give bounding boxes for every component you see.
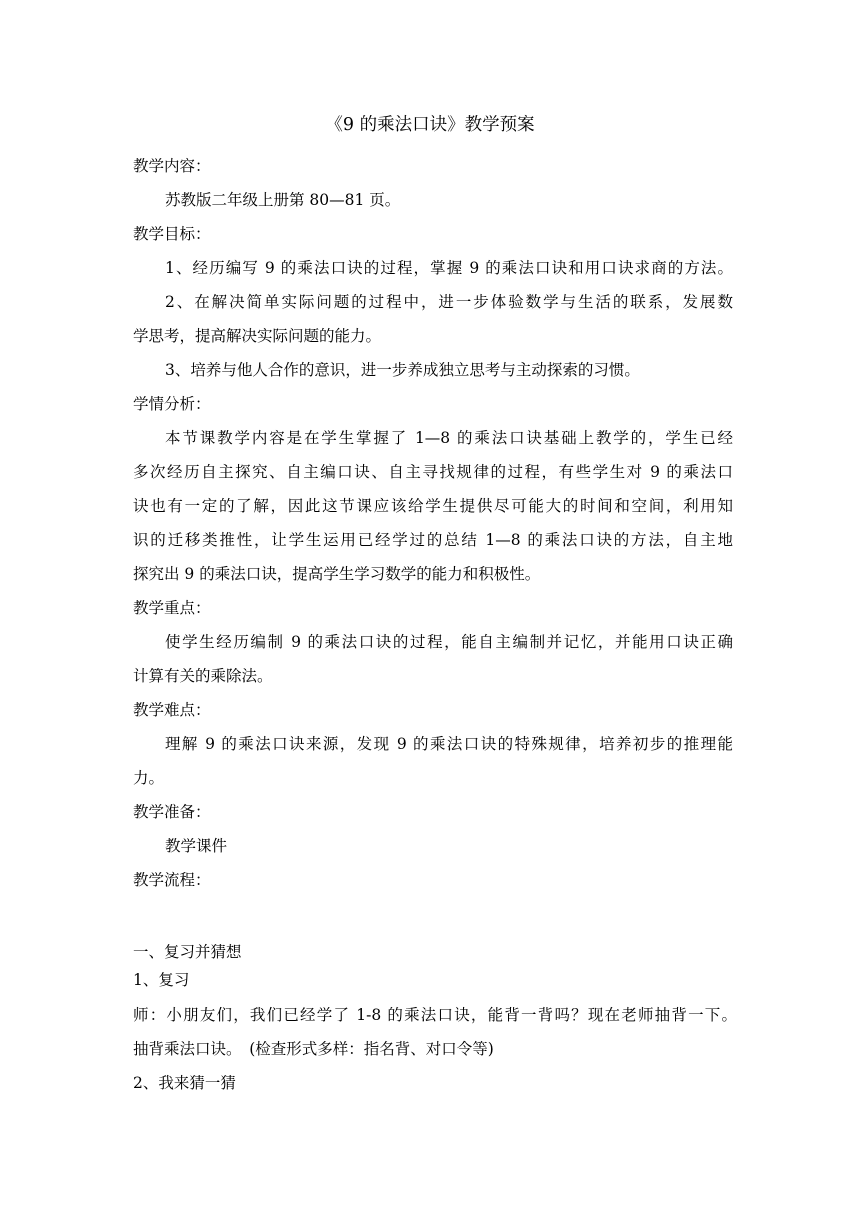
paragraph-line: 诀也有一定的了解，因此这节课应该给学生提供尽可能大的时间和空间，利用知 (133, 497, 733, 515)
paragraph-line: 本节课教学内容是在学生掌握了 1—8 的乘法口诀基础上教学的，学生已经 (165, 429, 733, 447)
paragraph-line: 教学课件 (165, 837, 228, 855)
heading-analysis: 学情分析： (133, 395, 211, 413)
paragraph-line: 力。 (133, 769, 165, 787)
paragraph-line: 使学生经历编制 9 的乘法口诀的过程，能自主编制并记忆，并能用口诀正确 (165, 633, 733, 651)
document-title: 《9 的乘法口诀》教学预案 (325, 115, 535, 135)
paragraph-line: 多次经历自主探究、自主编口诀、自主寻找规律的过程，有些学生对 9 的乘法口 (133, 463, 733, 481)
paragraph-line: 苏教版二年级上册第 80—81 页。 (165, 191, 401, 209)
paragraph-line: 理解 9 的乘法口诀来源，发现 9 的乘法口诀的特殊规律，培养初步的推理能 (165, 735, 733, 753)
heading-difficulties: 教学难点： (133, 701, 211, 719)
heading-key-points: 教学重点： (133, 599, 211, 617)
subsection-heading: 2、我来猜一猜 (133, 1074, 236, 1092)
heading-process: 教学流程： (133, 871, 211, 889)
paragraph-line: 探究出 9 的乘法口诀，提高学生学习数学的能力和积极性。 (133, 565, 541, 583)
paragraph-line: 2、在解决简单实际问题的过程中，进一步体验数学与生活的联系，发展数 (165, 293, 733, 311)
paragraph-line: 师：小朋友们，我们已经学了 1-8 的乘法口诀，能背一背吗？现在老师抽背一下。 (133, 1006, 737, 1024)
paragraph-line: 学思考，提高解决实际问题的能力。 (133, 327, 382, 345)
paragraph-line: 识的迁移类推性，让学生运用已经学过的总结 1—8 的乘法口诀的方法，自主地 (133, 531, 733, 549)
paragraph-line: 3、培养与他人合作的意识，进一步养成独立思考与主动探索的习惯。 (165, 361, 640, 379)
paragraph-line: 计算有关的乘除法。 (133, 667, 273, 685)
paragraph-line: 1、经历编写 9 的乘法口诀的过程，掌握 9 的乘法口诀和用口诀求商的方法。 (165, 259, 733, 277)
subsection-heading: 1、复习 (133, 971, 190, 989)
paragraph-line: 抽背乘法口诀。 (检查形式多样：指名背、对口令等) (133, 1040, 494, 1058)
heading-goals: 教学目标： (133, 225, 211, 243)
heading-content: 教学内容： (133, 157, 211, 175)
heading-preparation: 教学准备： (133, 803, 211, 821)
section-heading: 一、复习并猜想 (133, 943, 242, 961)
